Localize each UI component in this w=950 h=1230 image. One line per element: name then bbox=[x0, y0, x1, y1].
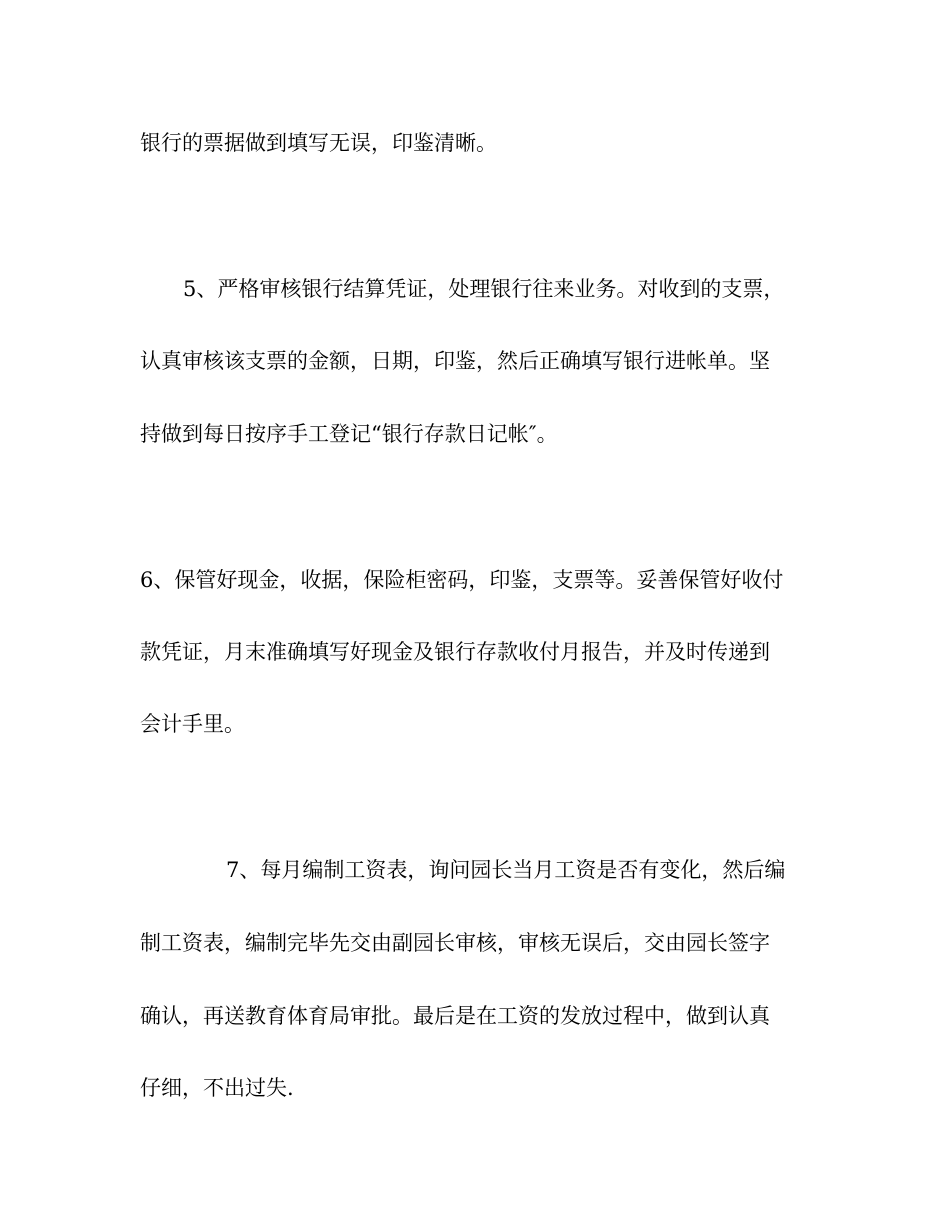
paragraph-7-line-1: 7、每月编制工资表，询问园长当月工资是否有变化，然后编 bbox=[226, 858, 786, 882]
paragraph-7-line-3: 确认，再送教育体育局审批。最后是在工资的发放过程中，做到认真 bbox=[140, 1004, 770, 1028]
paragraph-continuation-line-1: 银行的票据做到填写无误，印鉴清晰。 bbox=[140, 131, 497, 155]
paragraph-5-line-1: 5、严格审核银行结算凭证，处理银行往来业务。对收到的支票， bbox=[183, 277, 785, 301]
paragraph-7-line-2: 制工资表，编制完毕先交由副园长审核，审核无误后，交由园长签字 bbox=[140, 931, 770, 955]
paragraph-6-line-3: 会计手里。 bbox=[140, 712, 245, 736]
paragraph-6-line-2: 款凭证，月末准确填写好现金及银行存款收付月报告，并及时传递到 bbox=[140, 640, 770, 664]
paragraph-5-line-3: 持做到每日按序手工登记“银行存款日记帐″。 bbox=[140, 422, 558, 446]
paragraph-7-line-4: 仔细，不出过失. bbox=[140, 1076, 294, 1100]
paragraph-6-line-1: 6、保管好现金，收据，保险柜密码，印鉴，支票等。妥善保管好收付 bbox=[140, 568, 784, 592]
paragraph-5-line-2: 认真审核该支票的金额，日期，印鉴，然后正确填写银行进帐单。坚 bbox=[140, 349, 770, 373]
